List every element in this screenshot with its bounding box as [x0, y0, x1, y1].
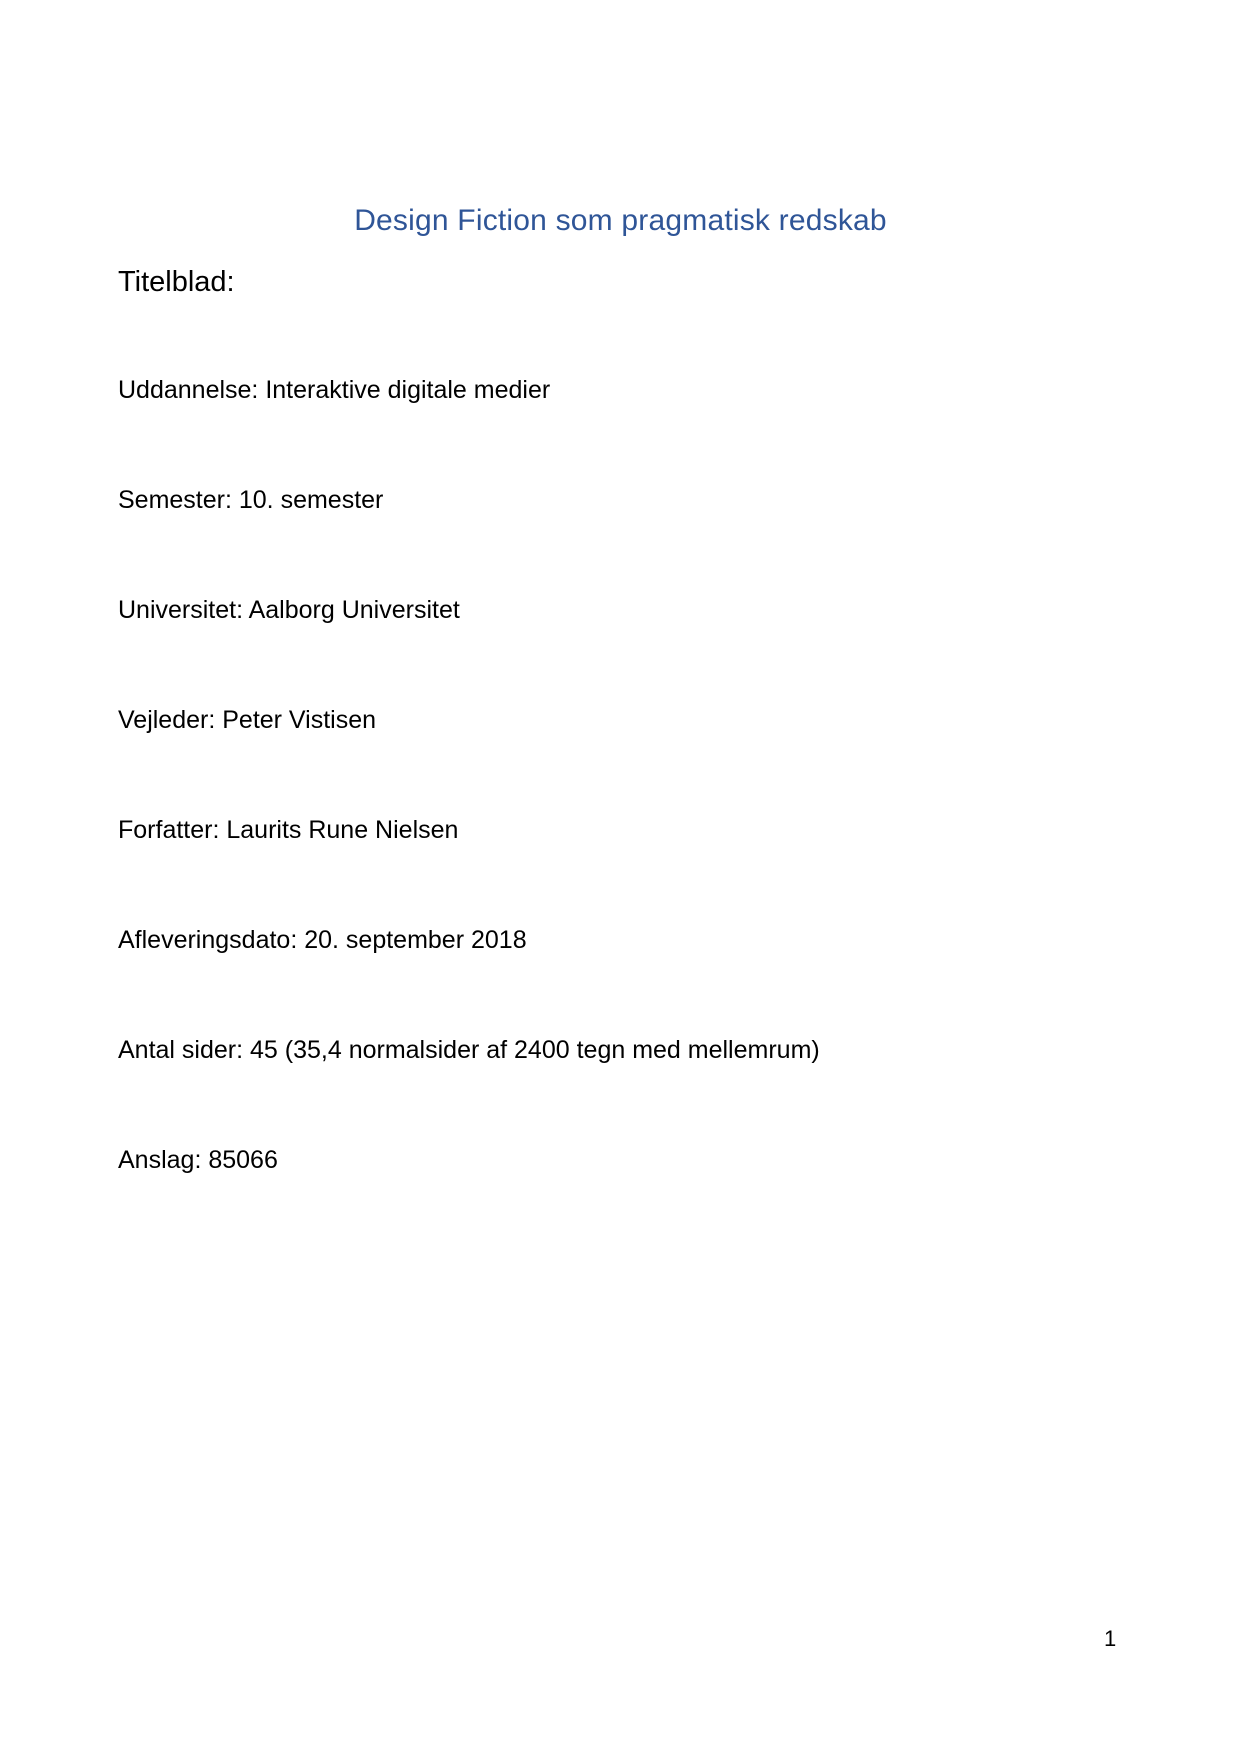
document-title: Design Fiction som pragmatisk redskab	[354, 204, 887, 237]
field-page-count: Antal sider: 45 (35,4 normalsider af 2400 tegn med mellemrum)	[118, 1036, 820, 1064]
field-university: Universitet: Aalborg Universitet	[118, 596, 460, 624]
field-author: Forfatter: Laurits Rune Nielsen	[118, 816, 459, 844]
field-submission-date: Afleveringsdato: 20. september 2018	[118, 926, 527, 954]
field-keystrokes: Anslag: 85066	[118, 1146, 278, 1174]
field-supervisor: Vejleder: Peter Vistisen	[118, 706, 377, 734]
field-semester: Semester: 10. semester	[118, 486, 384, 514]
title-page-heading: Titelblad:	[118, 266, 235, 298]
page-number: 1	[1104, 1626, 1117, 1651]
field-education: Uddannelse: Interaktive digitale medier	[118, 376, 551, 404]
